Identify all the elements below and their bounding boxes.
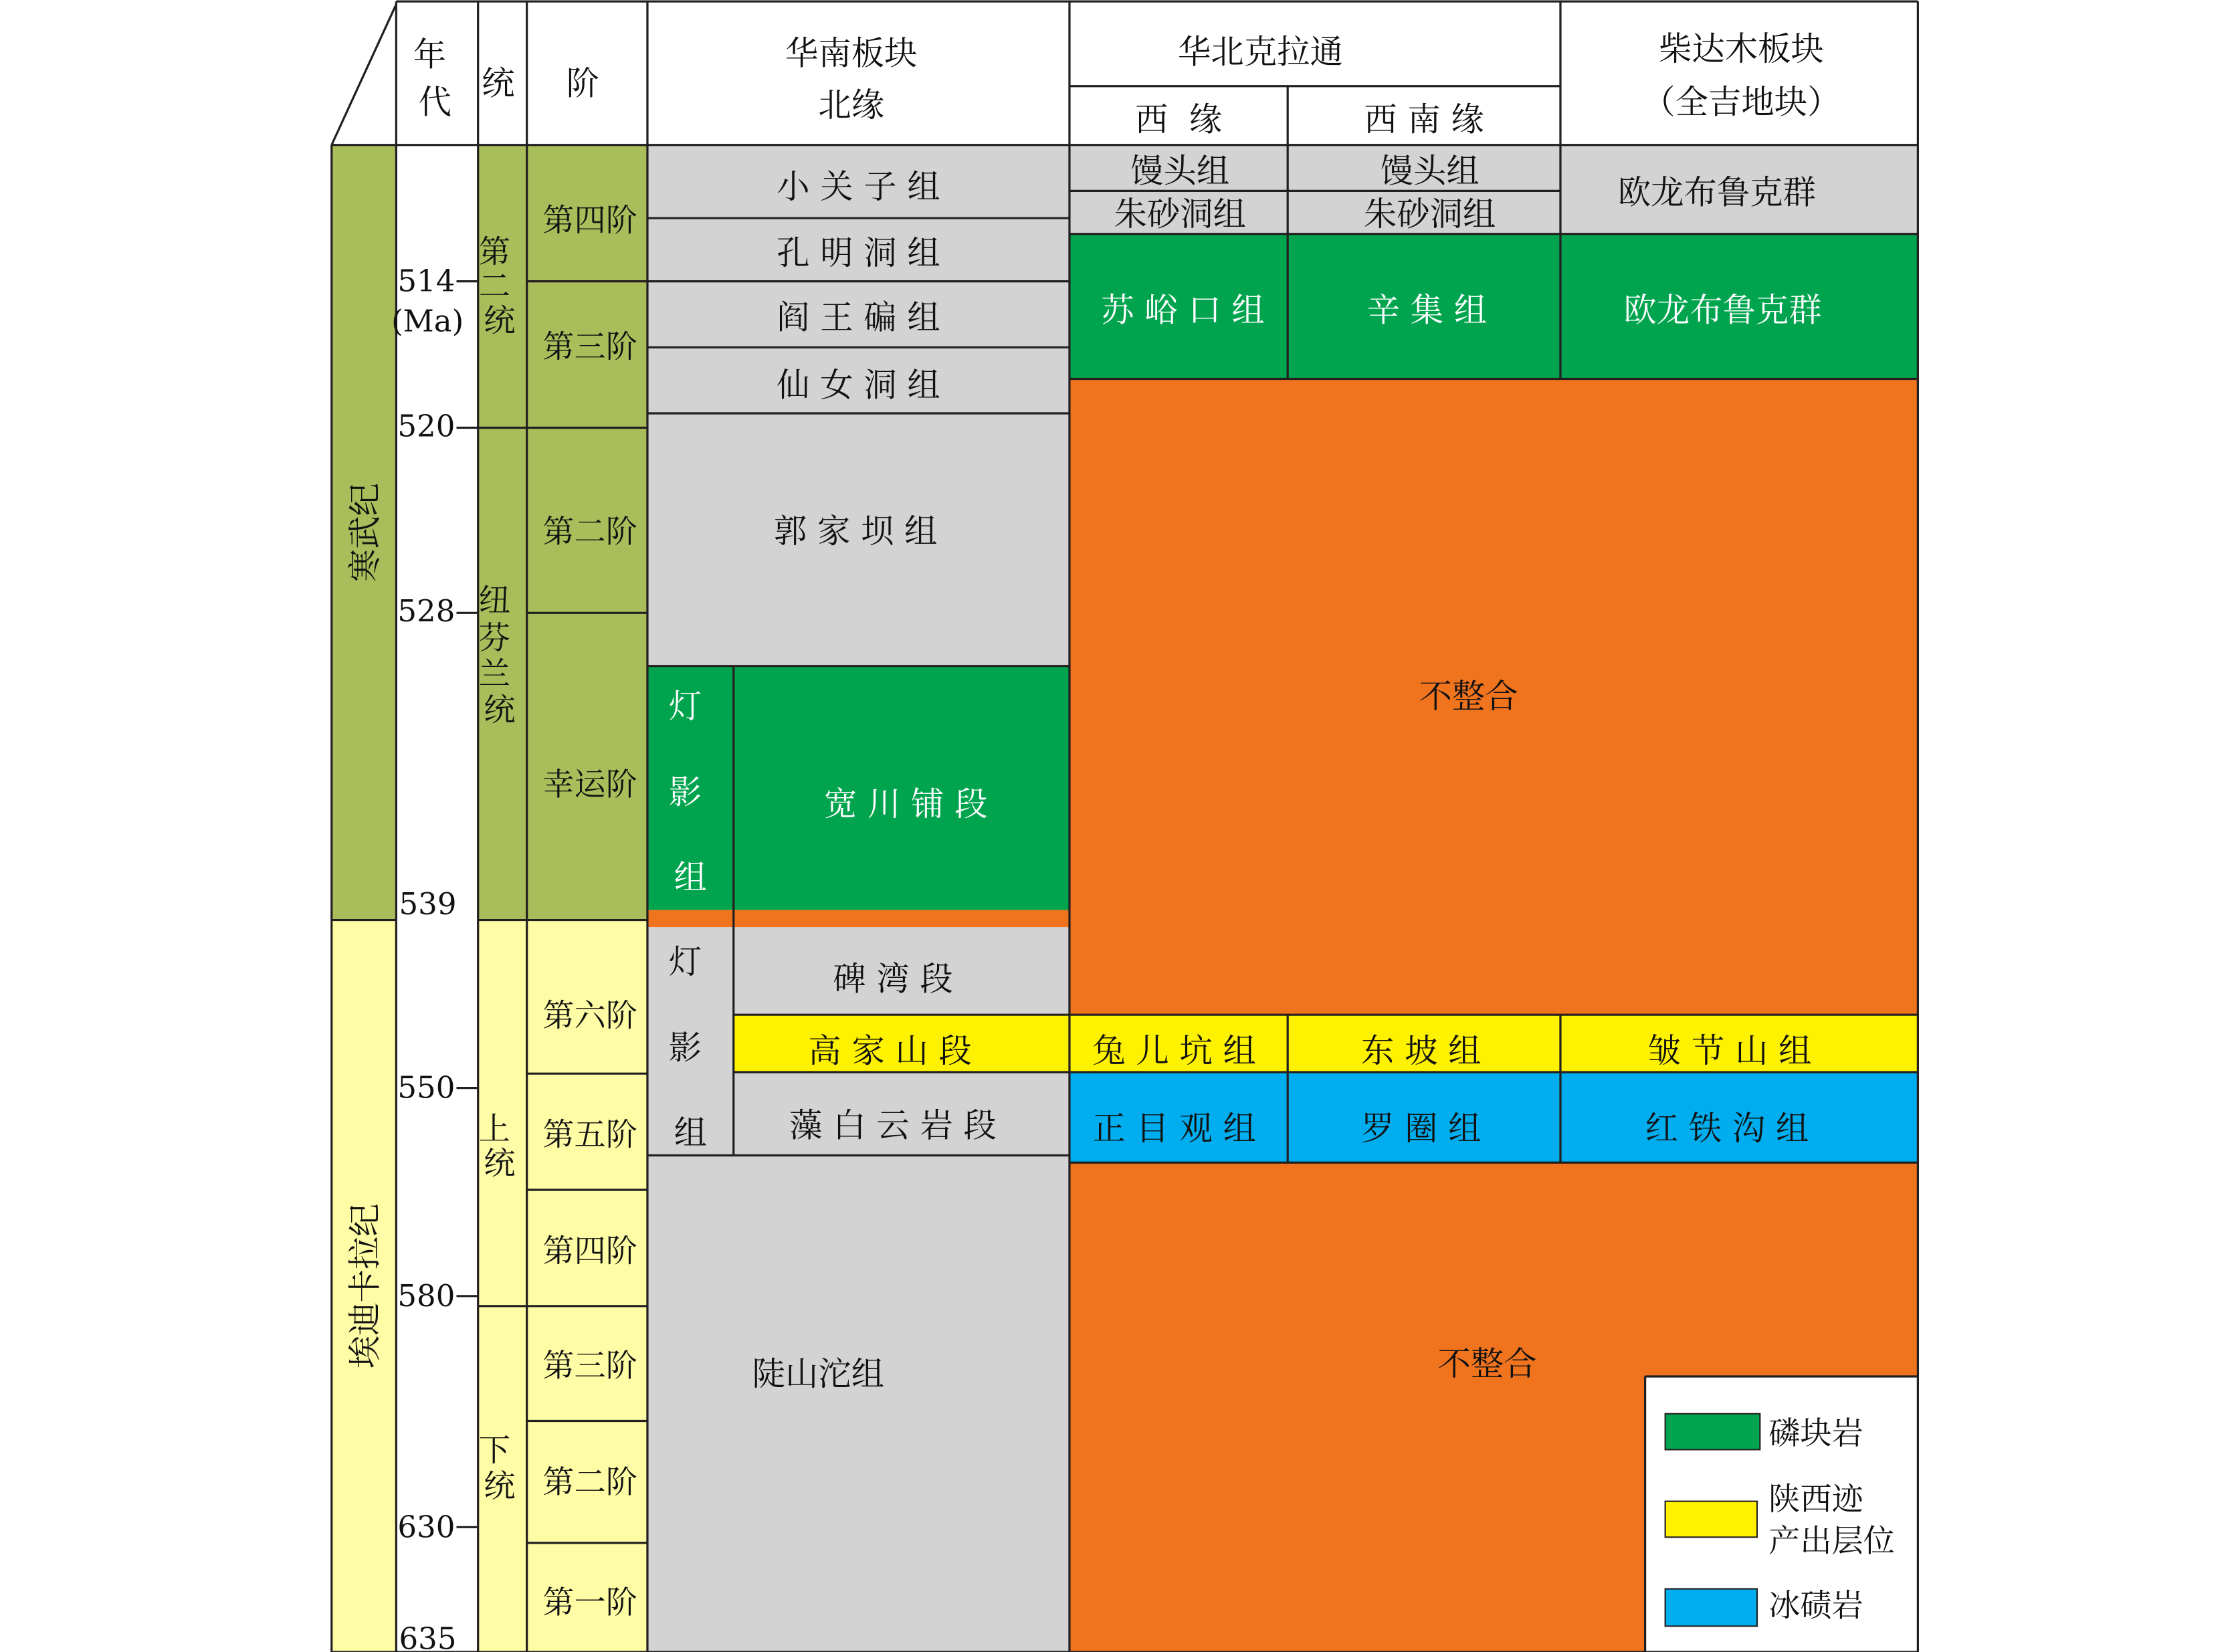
unit-dengying-upper: 灯 影 组 [668,686,708,897]
stage-ediacaran-2: 第二阶 [542,1463,637,1501]
unit-zhengmuguan: 正 目 观 组 [1092,1108,1256,1148]
header-corner-slant [332,4,397,144]
legend-phosphorite-label: 磷块岩 [1768,1415,1863,1452]
south-china-upper-gray [647,145,1070,666]
age-528: 528 [397,593,455,629]
age-514: 514 [397,263,455,299]
unit-zhoujieshan: 皱 节 山 组 [1647,1031,1812,1071]
header-west-margin: 西 缘 [1135,100,1223,139]
unit-west-mantou: 馒头组 [1130,151,1230,191]
legend-tillite-swatch [1665,1589,1757,1627]
unit-oulongbuluke-upper: 欧龙布鲁克群 [1617,173,1817,212]
unit-xinji: 辛 集 组 [1366,290,1488,330]
fills [332,4,1918,1652]
series-terreneuvian: 纽 芬 兰 统 [478,583,516,729]
system-ediacaran: 埃迪卡拉纪 [345,1203,385,1369]
unit-algal-dolomite: 藻 白 云 岩 段 [789,1106,997,1145]
unit-hongtiegou: 红 铁 沟 组 [1645,1108,1809,1148]
header-age-char-1: 年 [413,35,447,74]
stage-ediacaran-3: 第三阶 [542,1347,637,1384]
stage-fortunian: 幸运阶 [542,766,637,803]
header-age-char-2: 代 [418,82,451,122]
age-550: 550 [397,1069,455,1106]
unit-luoquan: 罗 圈 组 [1361,1108,1482,1148]
header-stage: 阶 [566,64,600,103]
header-qaidam-line-2: （全吉地块） [1642,82,1841,122]
stage-ediacaran-5: 第五阶 [542,1116,637,1154]
header-south-china-line-2: 北缘 [818,85,885,124]
series-second: 第 二 统 [478,233,516,340]
age-635: 635 [399,1621,457,1652]
header-southwest-margin: 西 南 缘 [1364,100,1484,139]
legend-trace-fossil-label-2: 产出层位 [1768,1522,1896,1560]
unit-xiaoguanzi: 小 关 子 组 [777,167,940,207]
unit-dongpo: 东 坡 组 [1361,1031,1482,1071]
unit-tuerkeng: 兔 儿 坑 组 [1092,1031,1256,1071]
header-age [413,35,457,122]
unit-beiwan: 碑 湾 段 [833,959,953,999]
doushantuo-fill [647,1155,1070,1652]
unit-guojiaba: 郭 家 坝 组 [773,512,938,551]
unit-southwest-mantou: 馒头组 [1380,151,1480,191]
unit-dengying-lower: 灯 影 组 [668,942,708,1152]
unit-west-zhushadong: 朱砂洞组 [1114,194,1246,233]
age-unit: (Ma) [391,303,464,339]
header-qaidam-line-1: 柴达木板块 [1658,29,1824,69]
legend-tillite-label: 冰碛岩 [1768,1587,1863,1625]
unconformity-lower: 不整合 [1437,1344,1537,1383]
header-north-china: 华北克拉通 [1177,32,1343,72]
age-520: 520 [397,408,455,444]
stage-ediacaran-4: 第四阶 [542,1233,637,1270]
orange-gap-band [647,910,1070,928]
stage-ediacaran-1: 第一阶 [542,1584,637,1622]
series-lower: 下 统 [478,1432,516,1506]
ediacaran-series-fill [478,920,527,1652]
unit-gaojiashan: 高 家 山 段 [808,1031,972,1071]
age-630: 630 [397,1509,455,1545]
series-upper: 上 统 [478,1110,516,1182]
unit-suyukou: 苏 峪 口 组 [1101,290,1265,330]
legend-trace-fossil-swatch [1665,1502,1757,1538]
stage-cambrian-2: 第二阶 [542,514,637,551]
stage-cambrian-4: 第四阶 [542,202,637,239]
age-539: 539 [399,886,457,922]
stage-cambrian-3: 第三阶 [542,328,637,366]
header-labels [413,29,1841,138]
age-580: 580 [397,1277,455,1314]
unit-doushantuo: 陡山沱组 [752,1354,885,1393]
age-labels [391,264,464,1652]
unit-xiannvdong: 仙 女 洞 组 [777,365,940,405]
unit-kongmingdong: 孔 明 洞 组 [777,233,940,272]
header-south-china-line-1: 华南板块 [785,33,918,73]
stage-ediacaran-6: 第六阶 [542,997,637,1035]
unit-southwest-zhushadong: 朱砂洞组 [1363,194,1496,233]
system-cambrian: 寒武纪 [345,483,385,583]
unit-kuanchuanpu: 宽 川 铺 段 [824,784,988,823]
unit-yanwangbian: 阎 王 碥 组 [777,298,940,337]
unconformity-upper: 不整合 [1419,676,1518,716]
legend-trace-fossil-label-1: 陕西迹 [1768,1481,1863,1518]
unit-oulongbuluke-lower: 欧龙布鲁克群 [1623,290,1822,330]
legend-phosphorite-swatch [1665,1414,1760,1450]
header-series: 统 [482,64,515,103]
